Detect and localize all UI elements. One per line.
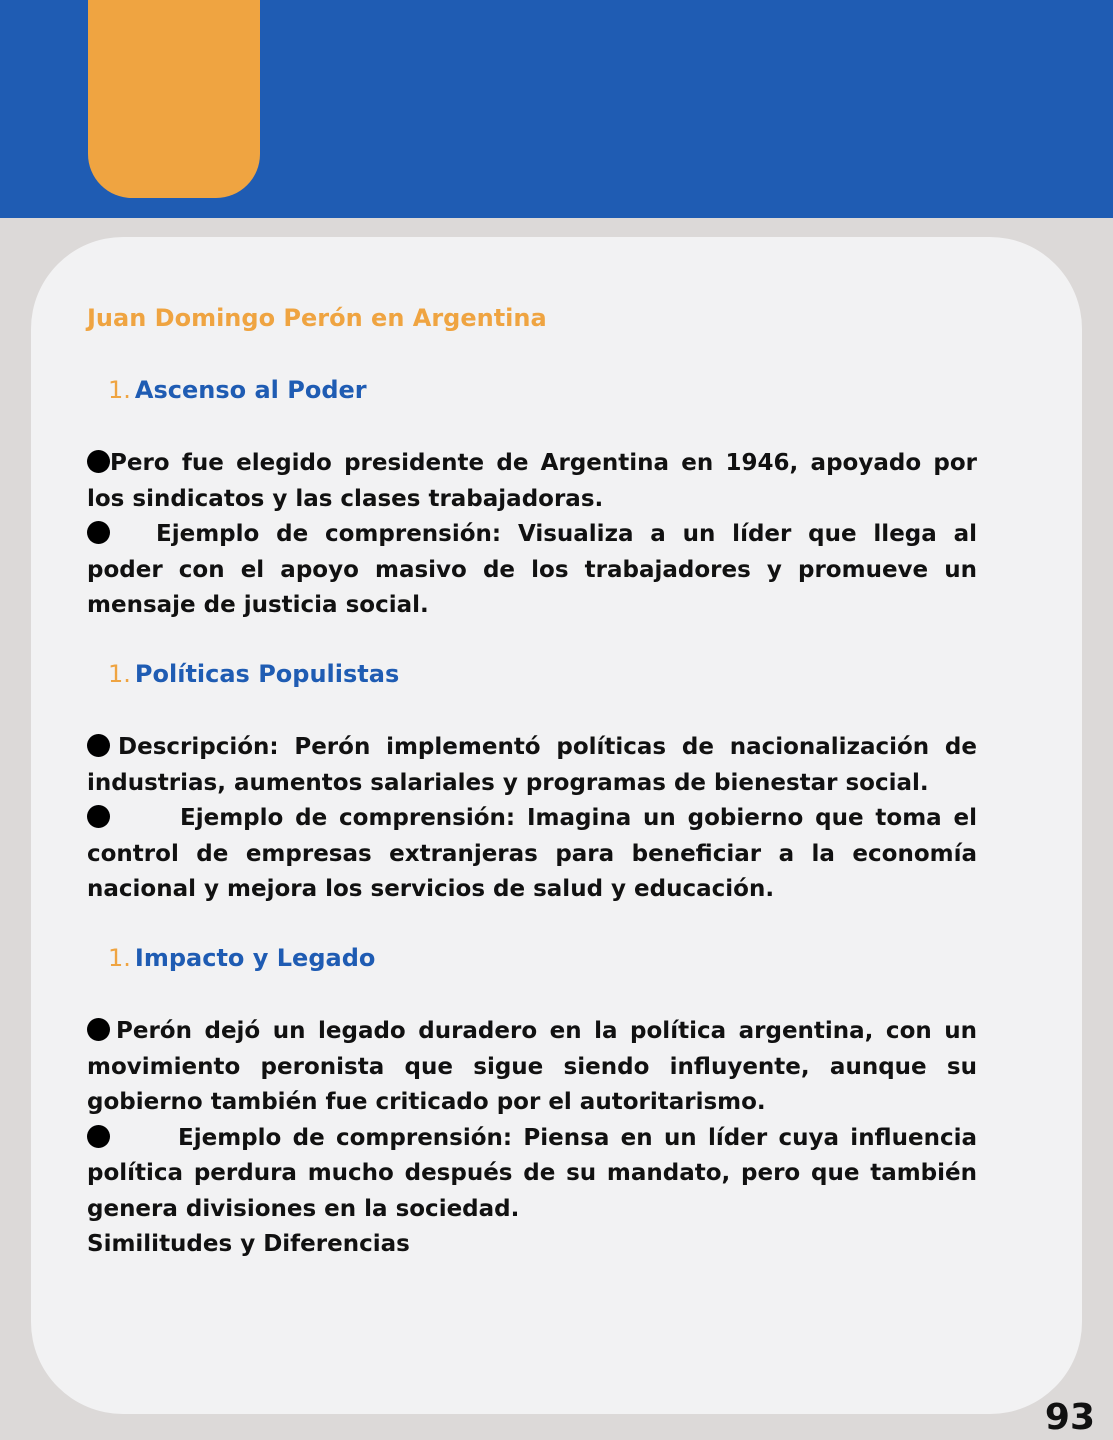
bullet-paragraph: Ejemplo de comprensión: Visualiza a un líder que llega al poder con el apoyo masivo de los trabajadores y promueve un mensaje de justicia social.	[87, 521, 977, 618]
bullet-paragraph: Pero fue elegido presidente de Argentina en 1946, apoyado por los sindicatos y las clases trabajadoras.	[87, 450, 977, 512]
section-number: 1.	[108, 660, 131, 688]
bullet-paragraph: Perón dejó un legado duradero en la política argentina, con un movimiento peronista que sigue siendo influyente, aunque su gobierno también fue criticado por el autoritarismo.	[87, 1018, 977, 1115]
header-tab-decoration	[88, 0, 260, 198]
section-body-impacto	[87, 1014, 977, 1263]
bullet-icon	[87, 450, 110, 473]
section-number: 1.	[108, 376, 131, 404]
section-title: Ascenso al Poder	[134, 376, 367, 404]
bullet-paragraph: Ejemplo de comprensión: Imagina un gobierno que toma el control de empresas extranjeras para beneficiar a la economía nacional y mejora los servicios de salud y educación.	[87, 805, 977, 902]
bullet-icon	[87, 734, 110, 757]
section-body-ascenso	[87, 446, 977, 624]
section-body-politicas	[87, 730, 977, 908]
document-title: Juan Domingo Perón en Argentina	[87, 304, 547, 332]
page-number: 93	[1044, 1397, 1095, 1438]
bullet-icon	[87, 805, 110, 828]
bullet-icon	[87, 1125, 110, 1148]
bullet-icon	[87, 521, 110, 544]
section-title: Impacto y Legado	[134, 944, 376, 972]
bullet-icon	[87, 1018, 110, 1041]
section-number: 1.	[108, 944, 131, 972]
section-heading-ascenso	[108, 376, 367, 404]
section-title: Políticas Populistas	[134, 660, 400, 688]
section-heading-impacto	[108, 944, 375, 972]
bullet-paragraph: Ejemplo de comprensión: Piensa en un líder cuya influencia política perdura mucho después de su mandato, pero que también genera divisiones en la sociedad.	[87, 1124, 977, 1222]
trailing-text: Similitudes y Diferencias	[87, 1231, 410, 1257]
bullet-paragraph: Descripción: Perón implementó políticas de nacionalización de industrias, aumentos salariales y programas de bienestar social.	[87, 734, 977, 796]
section-heading-politicas	[108, 660, 399, 688]
